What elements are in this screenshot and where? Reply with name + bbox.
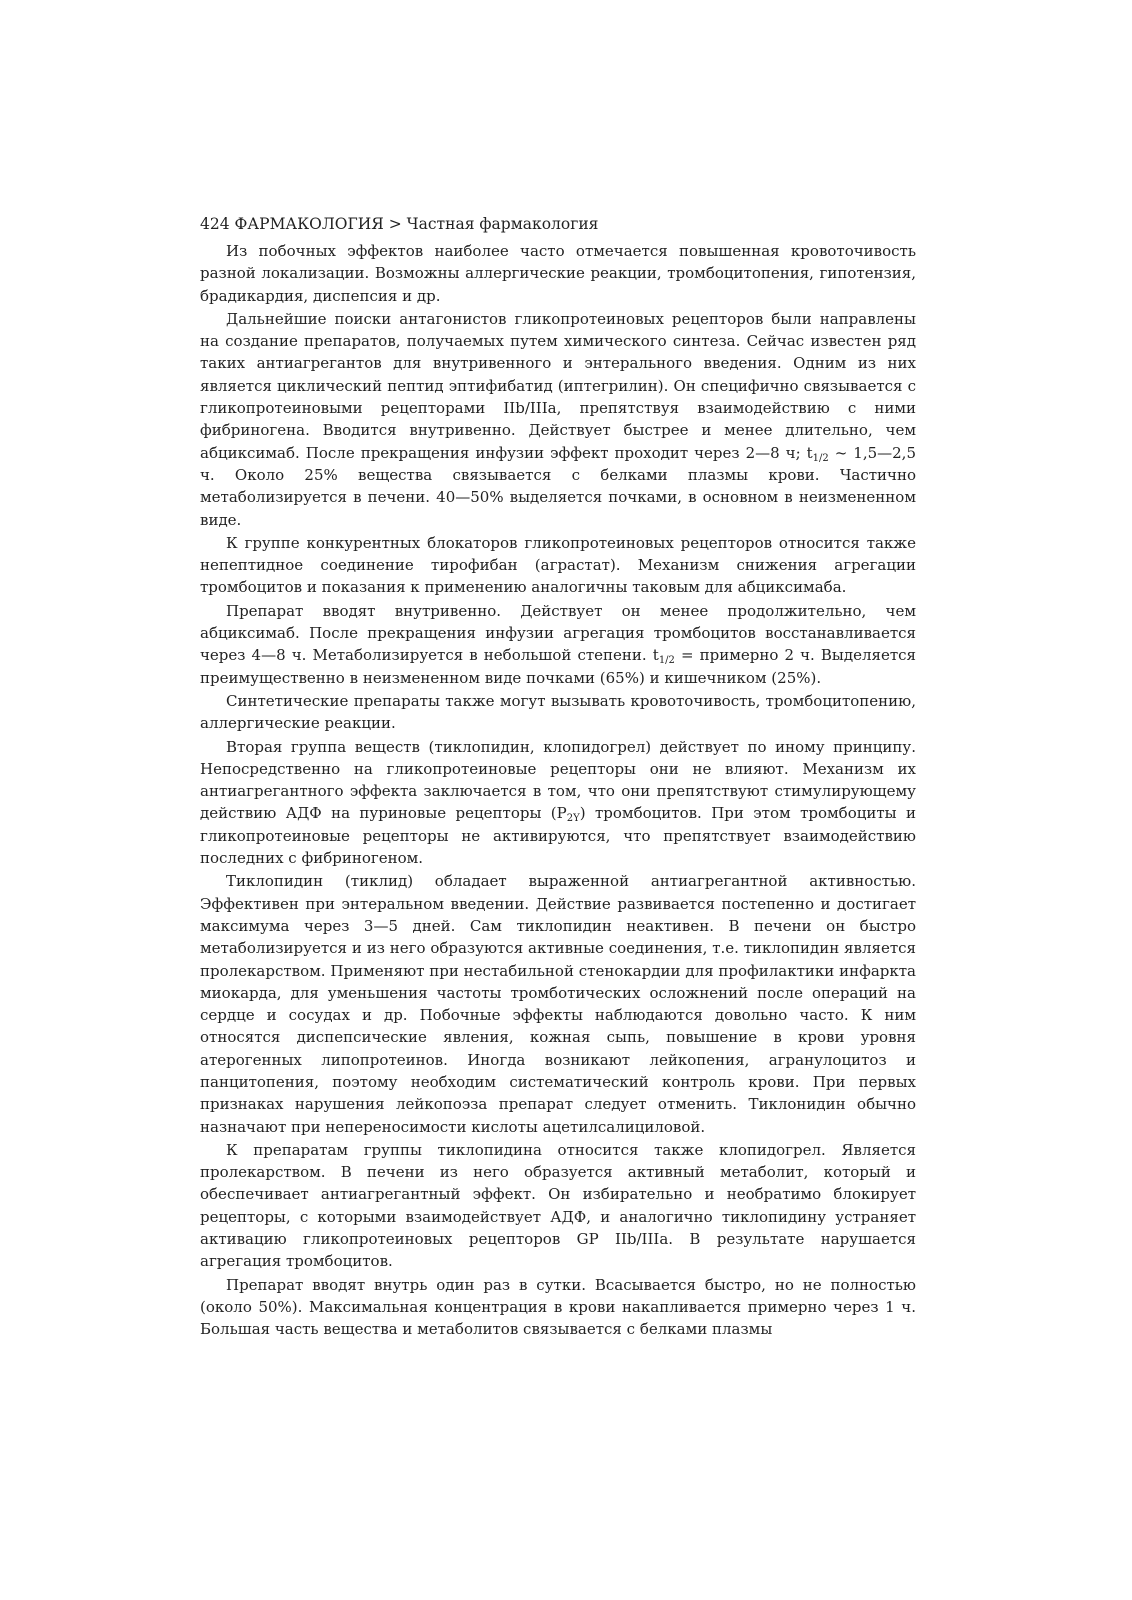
paragraph-eptifibatide bbox=[200, 308, 916, 531]
running-head-title: ФАРМАКОЛОГИЯ > Частная фармакология bbox=[234, 215, 599, 233]
paragraph-tirofiban bbox=[200, 532, 916, 599]
paragraph-text: ) тромбоцитов. При этом тромбоциты и гликопротеиновые рецепторы не активируются, что препятствует взаимодействию последних с фибриногеном. bbox=[200, 804, 916, 868]
running-head bbox=[200, 213, 916, 235]
paragraph-text: Синтетические препараты также могут вызывать кровоточивость, тромбоцитопению, аллергические реакции. bbox=[200, 691, 916, 733]
paragraph-text: ~ 1,5—2,5 ч. Около 25% вещества связывается с белками плазмы крови. Частично метаболизируется в печени. 40—50% выделяется почками, в основном в неизмененном виде. bbox=[200, 443, 916, 529]
page-number: 424 bbox=[200, 215, 230, 233]
subscript: 2Y bbox=[566, 813, 580, 825]
paragraph-synthetic-side-effects bbox=[200, 690, 916, 735]
subscript: 1/2 bbox=[658, 655, 675, 667]
paragraph-text: = примерно 2 ч. Выделяется преимущественно в неизмененном виде почками (65%) и кишечником (25%). bbox=[200, 646, 916, 687]
book-page bbox=[200, 213, 916, 1342]
paragraph-tirofiban-kinetics bbox=[200, 600, 916, 689]
paragraph-text: К препаратам группы тиклопидина относится также клопидогрел. Является пролекарством. В печени из него образуется активный метаболит, который и обеспечивает антиагрегантный эффект. Он избирательно и необратимо блокирует рецепторы, с которыми взаимодействует АДФ, и аналогично тиклопидину устраняет активацию гликопротеиновых рецепторов GP IIb/IIIa. В результате нарушается агрегация тромбоцитов. bbox=[200, 1140, 916, 1271]
paragraph-text: Тиклопидин (тиклид) обладает выраженной антиагрегантной активностью. Эффективен при энтеральном введении. Действие развивается постепенно и достигает максимума через 3—5 дней. Сам тиклопидин неактивен. В печени он быстро метаболизируется и из него образуются активные соединения, т.е. тиклопидин является пролекарством. Применяют при нестабильной стенокардии для профилактики инфаркта миокарда, для уменьшения частоты тромботических осложнений после операций на сердце и сосудах и др. Побочные эффекты наблюдаются довольно часто. К ним относятся диспепсические явления, кожная сыпь, повышение в крови уровня атерогенных липопротеинов. Иногда возникают лейкопения, агранулоцитоз и панцитопения, поэтому необходим систематический контроль крови. При первых признаках нарушения лейкопоэза препарат следует отменить. Тиклонидин обычно назначают при непереносимости кислоты ацетилсалициловой. bbox=[200, 872, 916, 1136]
paragraph-text: Из побочных эффектов наиболее часто отмечается повышенная кровоточивость разной локализации. Возможны аллергические реакции, тромбоцитопения, гипотензия, брадикардия, диспепсия и др. bbox=[200, 242, 916, 305]
paragraph-second-group bbox=[200, 736, 916, 870]
paragraph-clopidogrel bbox=[200, 1139, 916, 1273]
paragraph-text: Вторая группа веществ (тиклопидин, клопидогрел) действует по иному принципу. Непосредственно на гликопротеиновые рецепторы они не влияют. Механизм их антиагрегантного эффекта заключается в том, что они препятствуют стимулирующему действию АДФ на пуриновые рецепторы (P bbox=[200, 737, 916, 823]
paragraph-side-effects bbox=[200, 240, 916, 307]
paragraph-text: Препарат вводят внутрь один раз в сутки. Всасывается быстро, но не полностью (около 50%). Максимальная концентрация в крови накапливается примерно через 1 ч. Большая часть вещества и метаболитов связывается с белками плазмы bbox=[200, 1275, 916, 1339]
paragraph-text: К группе конкурентных блокаторов гликопротеиновых рецепторов относится также непептидное соединение тирофибан (аграстат). Механизм снижения агрегации тромбоцитов и показания к применению аналогичны таковым для абциксимаба. bbox=[200, 533, 916, 597]
paragraph-text: Препарат вводят внутривенно. Действует он менее продолжительно, чем абциксимаб. После прекращения инфузии агрегация тромбоцитов восстанавливается через 4—8 ч. Метаболизируется в небольшой степени. t bbox=[200, 601, 916, 665]
subscript: 1/2 bbox=[812, 452, 829, 464]
paragraph-clopidogrel-kinetics bbox=[200, 1274, 916, 1341]
paragraph-text: Дальнейшие поиски антагонистов гликопротеиновых рецепторов были направлены на создание препаратов, получаемых путем химического синтеза. Сейчас известен ряд таких антиагрегантов для внутривенного и энтерального введения. Одним из них является циклический пептид эптифибатид (иптегрилин). Он специфично связывается с гликопротеиновыми рецепторами IIb/IIIa, препятствуя взаимодействию с ними фибриногена. Вводится внутривенно. Действует быстрее и менее длительно, чем абциксимаб. После прекращения инфузии эффект проходит через 2—8 ч; t bbox=[200, 309, 916, 462]
paragraph-ticlopidine bbox=[200, 870, 916, 1138]
